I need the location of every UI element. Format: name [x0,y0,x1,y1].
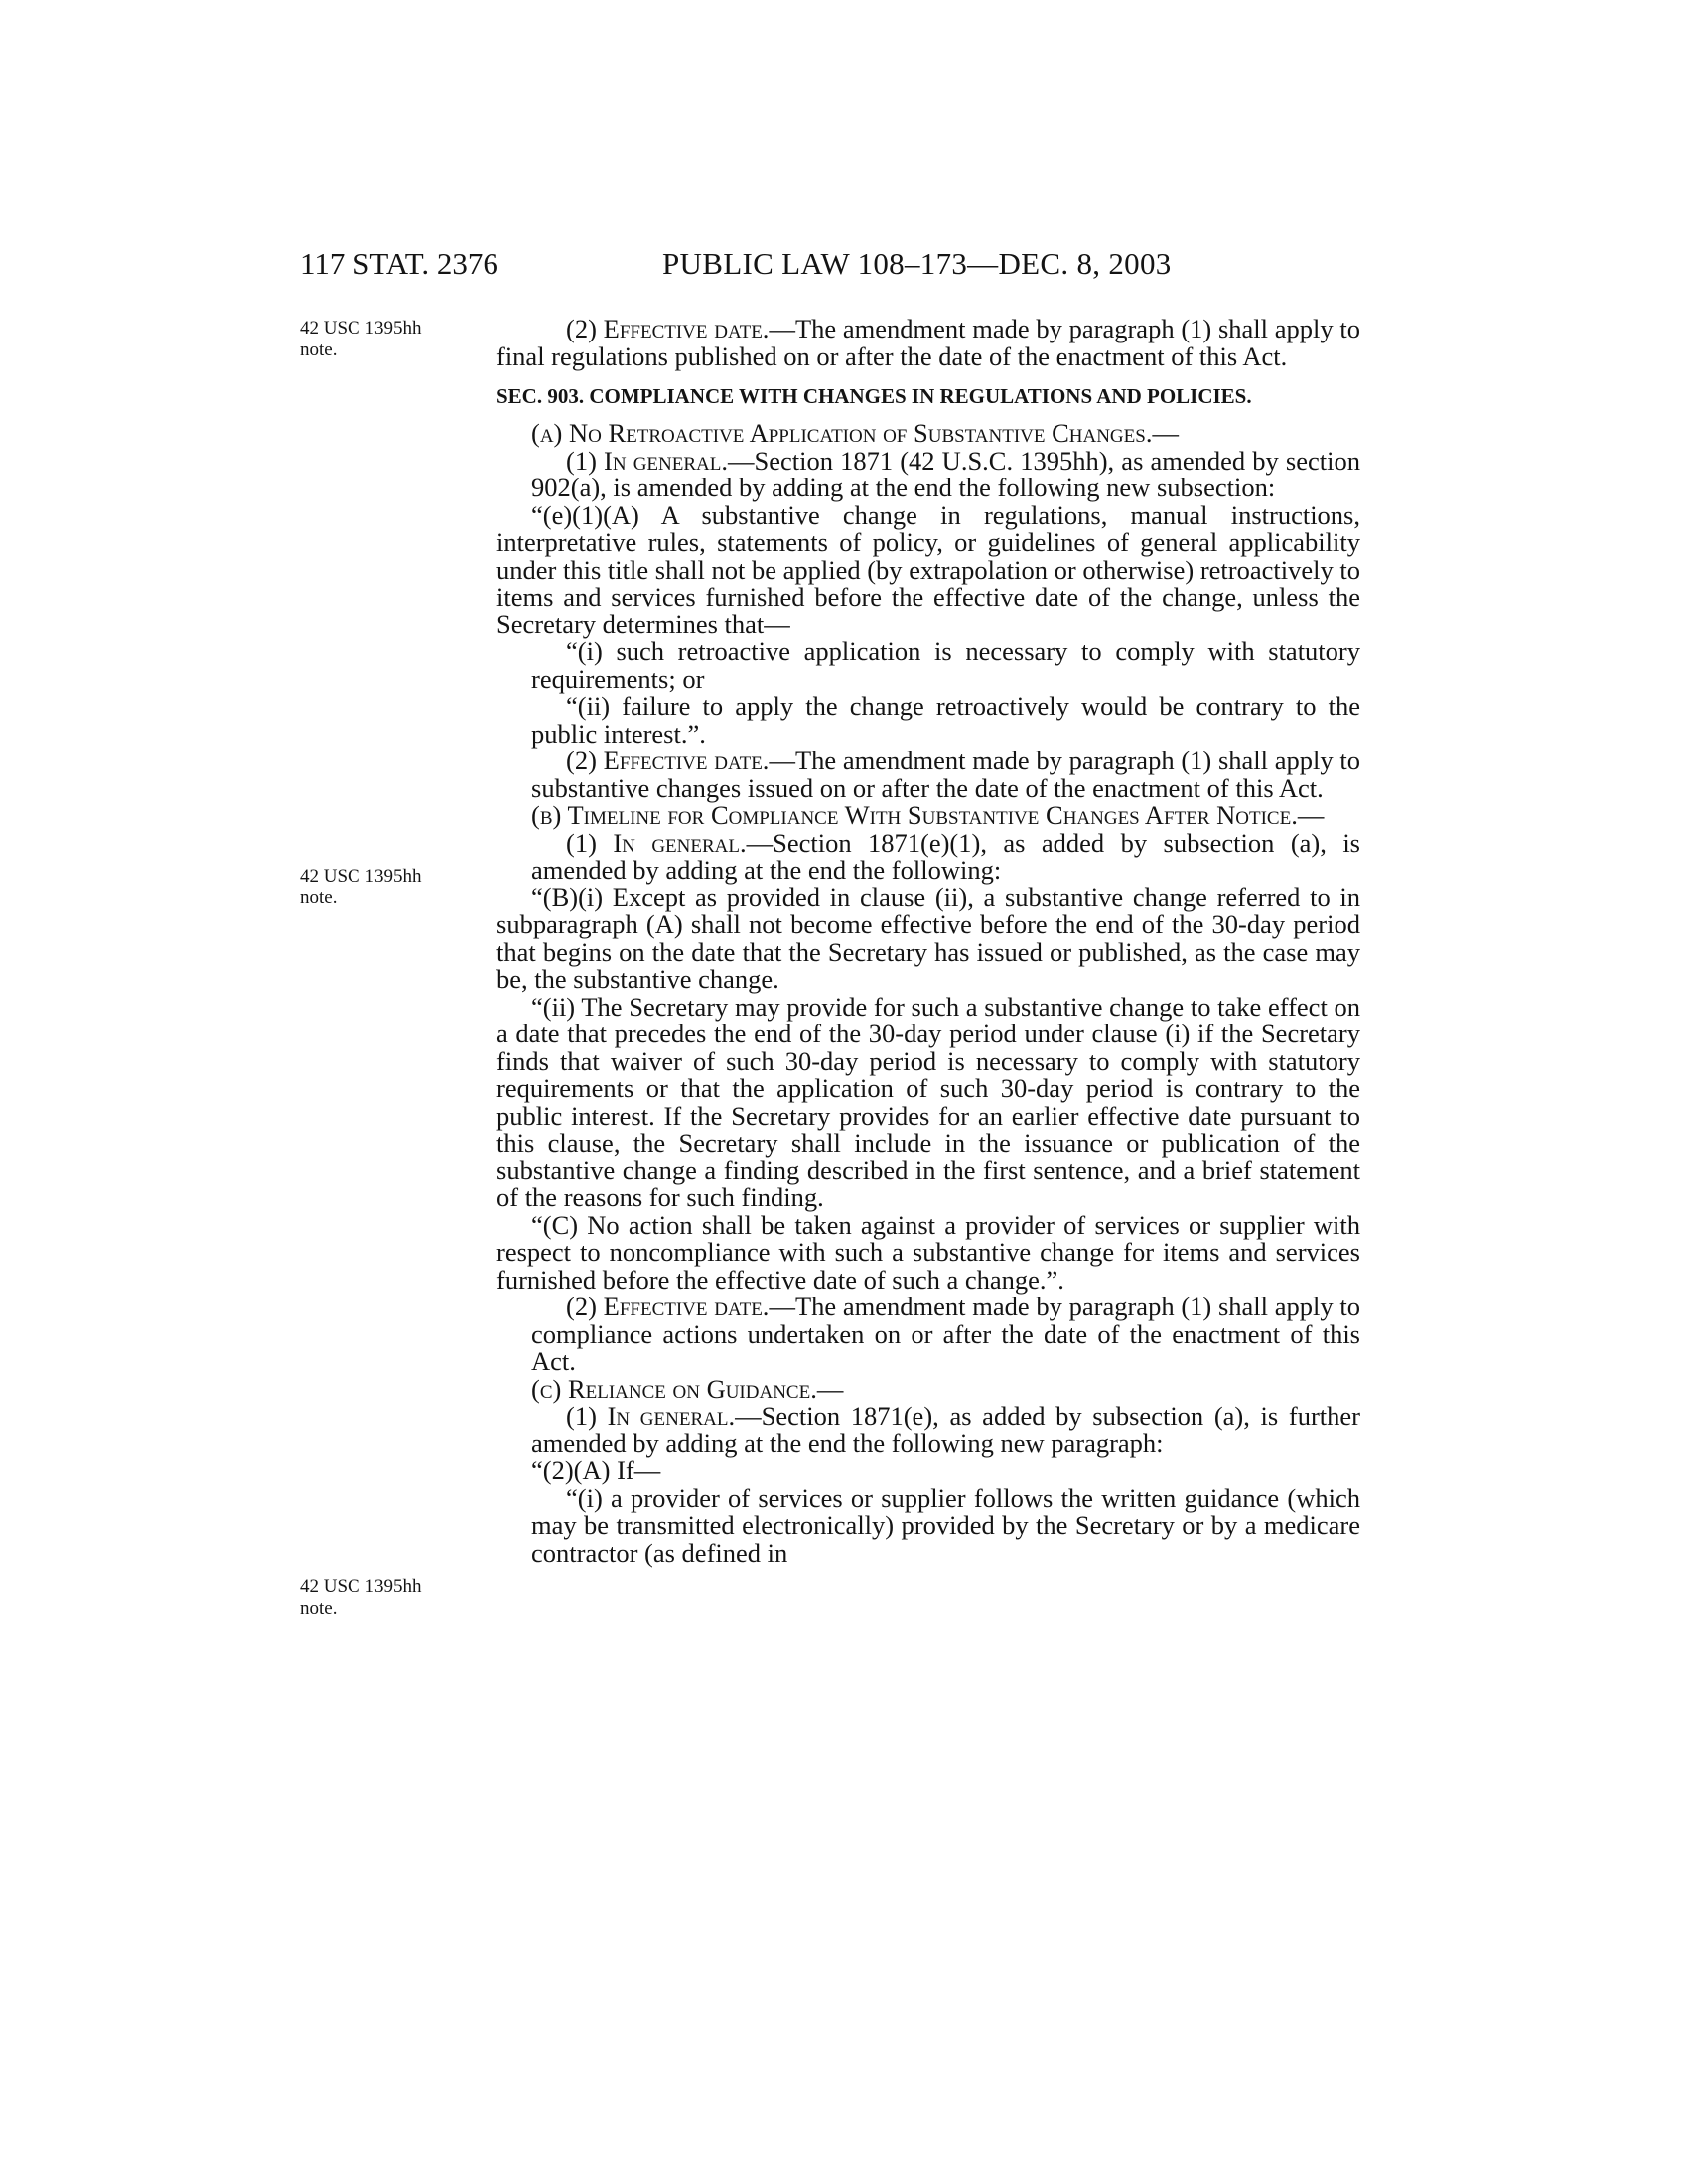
paragraph-a2: (2) Effective date.—The amendment made by paragraph (1) shall apply to substantive changes issued on or after the date of the enactment of this Act. [531,746,1360,803]
subsection-c-heading: (c) Reliance on Guidance.— [531,1373,844,1404]
section-heading: SEC. 903. COMPLIANCE WITH CHANGES IN REGULATIONS AND POLICIES. [496,384,1252,408]
subsection-b-heading: (b) Timeline for Compliance With Substantive Changes After Notice.— [531,800,1325,830]
paragraph-b1: (1) In general.—Section 1871(e)(1), as added by subsection (a), is amended by adding at the end the following: [531,827,1360,885]
margin-note-2 [300,866,421,909]
quoted-clause-2A-i: “(i) a provider of services or supplier follows the written guidance (which may be transmitted electronically) provided by the Secretary or by a medicare contractor (as defined in [531,1482,1360,1568]
paragraph-effective-date-902: (2) Effective date.—The amendment made by paragraph (1) shall apply to final regulations published on or after the date of the enactment of this Act. [496,314,1360,371]
statute-page-number: 117 STAT. 2376 [300,246,498,281]
public-law-title: PUBLIC LAW 108–173—DEC. 8, 2003 [662,246,1172,281]
margin-note-label: note. [300,1598,338,1619]
margin-note-citation: 42 USC 1395hh [300,1576,422,1597]
margin-note-3 [300,1576,421,1620]
paragraph-heading: (1) In general. [566,827,747,858]
statute-body [496,316,1360,1567]
paragraph-heading: (2) Effective date. [566,314,770,343]
quoted-paragraph-2A: “(2)(A) If— [531,1455,661,1485]
paragraph-c1: (1) In general.—Section 1871(e), as added by subsection (a), is further amended by adding at the end the following new paragraph: [531,1401,1360,1458]
quoted-subparagraph-Bi: “(B)(i) Except as provided in clause (ii), a substantive change referred to in subparagraph (A) shall not become effective before the end of the 30-day period that begins on the date that the Secretary has issued or published, as the case may be, the substantive change. [496,882,1360,994]
margin-note-citation: 42 USC 1395hh [300,866,422,887]
subsection-a-heading: (a) No Retroactive Application of Substantive Changes.— [531,418,1179,448]
quoted-subparagraph-e1A: “(e)(1)(A) A substantive change in regulations, manual instructions, interpretative rules, statements of policy, or guidelines of general applicability under this title shall not be applied (by extrapolation or otherwise) retroactively to items and services furnished before the effective date of the change, unless the Secretary determines that— [496,499,1360,639]
paragraph-heading: (2) Effective date. [566,746,770,775]
paragraph-heading: (1) In general. [566,445,728,476]
page-header [300,246,1422,286]
quoted-clause-i: “(i) such retroactive application is necessary to comply with statutory requirements; or [531,636,1360,694]
paragraph-heading: (2) Effective date. [566,1292,770,1321]
quoted-subparagraph-C: “(C) No action shall be taken against a provider of services or supplier with respect to noncompliance with such a substantive change for items and services furnished before the effective date of such a change.”. [496,1209,1360,1295]
paragraph-a1: (1) In general.—Section 1871 (42 U.S.C. 1395hh), as amended by section 902(a), is amended by adding at the end the following new subsection: [531,445,1360,502]
paragraph-heading: (1) In general. [566,1401,736,1431]
margin-note-label: note. [300,340,338,360]
margin-note-citation: 42 USC 1395hh [300,318,422,339]
paragraph-b2: (2) Effective date.—The amendment made by paragraph (1) shall apply to compliance actions undertaken on or after the date of the enactment of this Act. [531,1292,1360,1376]
quoted-clause-Bii: “(ii) The Secretary may provide for such a substantive change to take effect on a date that precedes the end of the 30-day period under clause (i) if the Secretary finds that waiver of such 30-day period is necessary to comply with statutory requirements or that the application of such 30-day period is contrary to the public interest. If the Secretary provides for an earlier effective date pursuant to this clause, the Secretary shall include in the issuance or publication of the substantive change a finding described in the first sentence, and a brief statement of the reasons for such finding. [496,991,1360,1212]
margin-note-1 [300,318,421,361]
margin-note-label: note. [300,887,338,908]
quoted-clause-ii: “(ii) failure to apply the change retroactively would be contrary to the public interest.”. [531,691,1360,749]
